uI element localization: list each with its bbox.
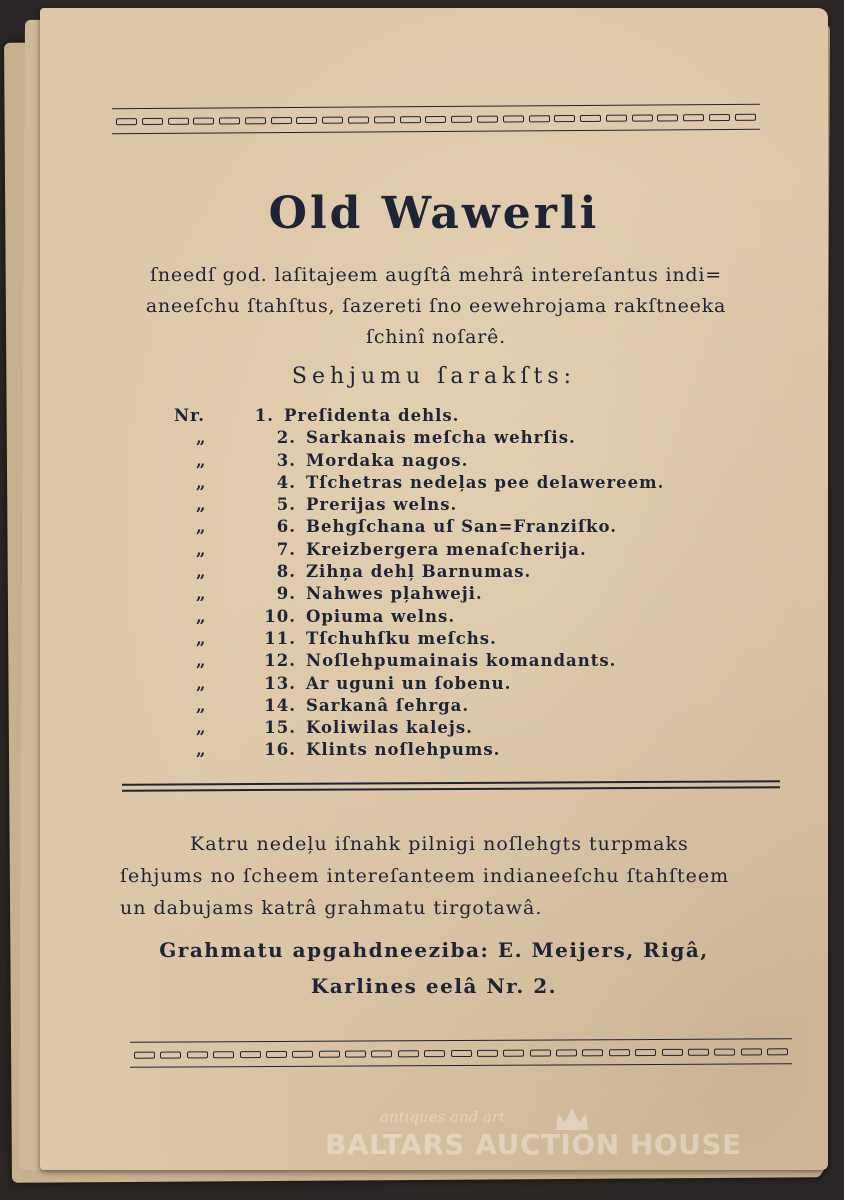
border-ornament (661, 1048, 682, 1055)
border-ornament (371, 1050, 392, 1057)
issue-prefix: „ (196, 539, 207, 559)
border-ornament (735, 113, 756, 120)
issue-title: Ar uguni un ſobenu. (306, 673, 512, 693)
issue-number: 8. (276, 562, 296, 582)
list-item (174, 584, 664, 606)
border-ornament (160, 1051, 181, 1058)
border-ornament (193, 117, 214, 124)
list-item (174, 428, 664, 450)
list-item (174, 540, 664, 562)
issue-number: 13. (264, 673, 296, 693)
list-item (174, 406, 664, 428)
issue-prefix: „ (196, 472, 207, 492)
border-ornament (219, 117, 240, 124)
list-item (174, 517, 664, 539)
list-item (174, 674, 664, 696)
issue-number: 4. (276, 472, 296, 492)
list-item (174, 740, 664, 762)
border-ornament (503, 1049, 524, 1056)
list-item (174, 696, 664, 718)
issue-title: Behgſchana uſ San=Franziſko. (306, 517, 617, 537)
issue-prefix: Nr. (174, 406, 206, 425)
border-ornament (271, 117, 292, 124)
issue-number: 3. (276, 450, 296, 470)
border-ornament (554, 115, 575, 122)
border-ornament (348, 116, 369, 123)
border-ornament (528, 115, 549, 122)
border-ornament (187, 1051, 208, 1058)
intro-line: aneeſchu ſtahſtus, ſazereti ſno eewehrojama rakſtneeka (145, 295, 727, 317)
issue-number: 1. (254, 406, 274, 425)
border-ornament (709, 113, 730, 120)
border-ornament (714, 1048, 735, 1055)
issue-prefix: „ (196, 673, 207, 693)
booklet-back-cover (40, 8, 828, 1170)
issue-title: Zihņa dehļ Barnumas. (306, 562, 532, 582)
border-ornament (450, 1049, 471, 1056)
issue-title: Sarkanais meſcha wehrſis. (306, 428, 576, 448)
border-ornament (451, 115, 472, 122)
section-divider (122, 780, 780, 791)
watermark-tagline: antiques and art (380, 1108, 506, 1126)
border-ornament (688, 1048, 709, 1055)
issue-prefix: „ (196, 740, 207, 760)
border-ornament (424, 1050, 445, 1057)
issue-number: 9. (276, 584, 296, 604)
border-ornament (134, 1051, 155, 1058)
border-ornament (477, 1049, 498, 1056)
border-ornament (767, 1048, 788, 1055)
border-ornament (319, 1050, 340, 1057)
issue-title: Tſchetras nedeļas pee delawereem. (306, 472, 665, 492)
border-ornament (632, 114, 653, 121)
border-ornament (606, 114, 627, 121)
issue-number: 12. (264, 651, 296, 671)
issue-prefix: „ (196, 495, 207, 515)
issue-prefix: „ (196, 651, 207, 671)
issue-prefix: „ (196, 428, 207, 448)
border-ornament (168, 117, 189, 124)
border-ornament (213, 1051, 234, 1058)
list-item (174, 607, 664, 629)
issue-prefix: „ (196, 606, 207, 626)
watermark-name: BALTARS AUCTION HOUSE (325, 1128, 742, 1161)
border-ornament (530, 1049, 551, 1056)
notice-text (120, 828, 760, 924)
publisher-info (40, 932, 828, 1004)
issue-title: Klints noſlehpums. (306, 740, 501, 760)
issue-number: 11. (264, 628, 296, 648)
notice-line: Katru nedeļu iſnahk pilnigi noſlehgts turpmaks (190, 833, 689, 855)
issue-number: 6. (276, 517, 296, 537)
border-ornament (657, 114, 678, 121)
border-ornament (400, 116, 421, 123)
issue-title: Kreizbergera menaſcherija. (306, 539, 587, 559)
issue-prefix: „ (196, 718, 207, 738)
list-item (174, 718, 664, 740)
border-ornament (266, 1050, 287, 1057)
border-ornament (609, 1049, 630, 1056)
list-item (174, 495, 664, 517)
issue-title: Prerijas welns. (306, 495, 458, 515)
issue-number: 5. (276, 495, 296, 515)
decorative-border-bottom (130, 1038, 792, 1067)
border-ornament (683, 114, 704, 121)
issues-list-heading: Sehjumu ſarakſts: (291, 364, 577, 389)
issue-title: Nahwes pļahweji. (306, 584, 483, 604)
issue-number: 15. (264, 718, 296, 738)
list-item (174, 562, 664, 584)
issue-prefix: „ (196, 450, 207, 470)
border-ornament (292, 1050, 313, 1057)
issues-list (174, 406, 664, 763)
border-ornament (635, 1048, 656, 1055)
issue-number: 2. (276, 428, 296, 448)
border-ornament (345, 1050, 366, 1057)
series-title: Old Wawerli (268, 188, 600, 239)
border-ornament (425, 115, 446, 122)
publisher-line: Grahmatu apgahdneeziba: E. Meijers, Rigâ, (159, 938, 709, 962)
intro-line: ſneedſ god. laſitajeem augſtâ mehrâ intereſantus indi= (150, 264, 722, 286)
notice-line: un dabujams katrâ grahmatu tirgotawâ. (120, 897, 543, 919)
intro-line: ſchinî noſarê. (366, 326, 506, 348)
issue-title: Koliwilas kalejs. (306, 718, 473, 738)
intro-text (102, 260, 770, 353)
border-ornament (374, 116, 395, 123)
list-item (174, 629, 664, 651)
issue-title: Preſidenta dehls. (284, 406, 460, 425)
issue-number: 7. (276, 539, 296, 559)
border-ornament (741, 1048, 762, 1055)
list-item (174, 451, 664, 473)
border-ornament (503, 115, 524, 122)
issue-prefix: „ (196, 695, 207, 715)
issue-prefix: „ (196, 584, 207, 604)
issue-prefix: „ (196, 628, 207, 648)
issue-title: Opiuma welns. (306, 606, 456, 626)
issue-number: 16. (264, 740, 296, 760)
border-ornament (582, 1049, 603, 1056)
border-ornament (245, 117, 266, 124)
issue-prefix: „ (196, 517, 207, 537)
issue-title: Tſchuhſku meſchs. (306, 628, 497, 648)
border-ornament (477, 115, 498, 122)
border-ornament (142, 117, 163, 124)
list-item (174, 651, 664, 673)
issue-title: Mordaka nagos. (306, 450, 469, 470)
issue-number: 14. (264, 695, 296, 715)
issue-title: Noſlehpumainais komandants. (306, 651, 617, 671)
list-item (174, 473, 664, 495)
border-ornament (116, 118, 137, 125)
border-ornament (580, 114, 601, 121)
border-ornament (239, 1051, 260, 1058)
border-ornament (556, 1049, 577, 1056)
issue-number: 10. (264, 606, 296, 626)
notice-line: ſehjums no ſcheem intereſanteem indianeeſchu ſtahſteem (120, 865, 730, 887)
border-ornament (322, 116, 343, 123)
issue-prefix: „ (196, 562, 207, 582)
decorative-border-top (112, 104, 760, 135)
border-ornament (296, 116, 317, 123)
issue-title: Sarkanâ ſehrga. (306, 695, 470, 715)
border-ornament (398, 1050, 419, 1057)
publisher-line: Karlines eelâ Nr. 2. (310, 974, 558, 998)
